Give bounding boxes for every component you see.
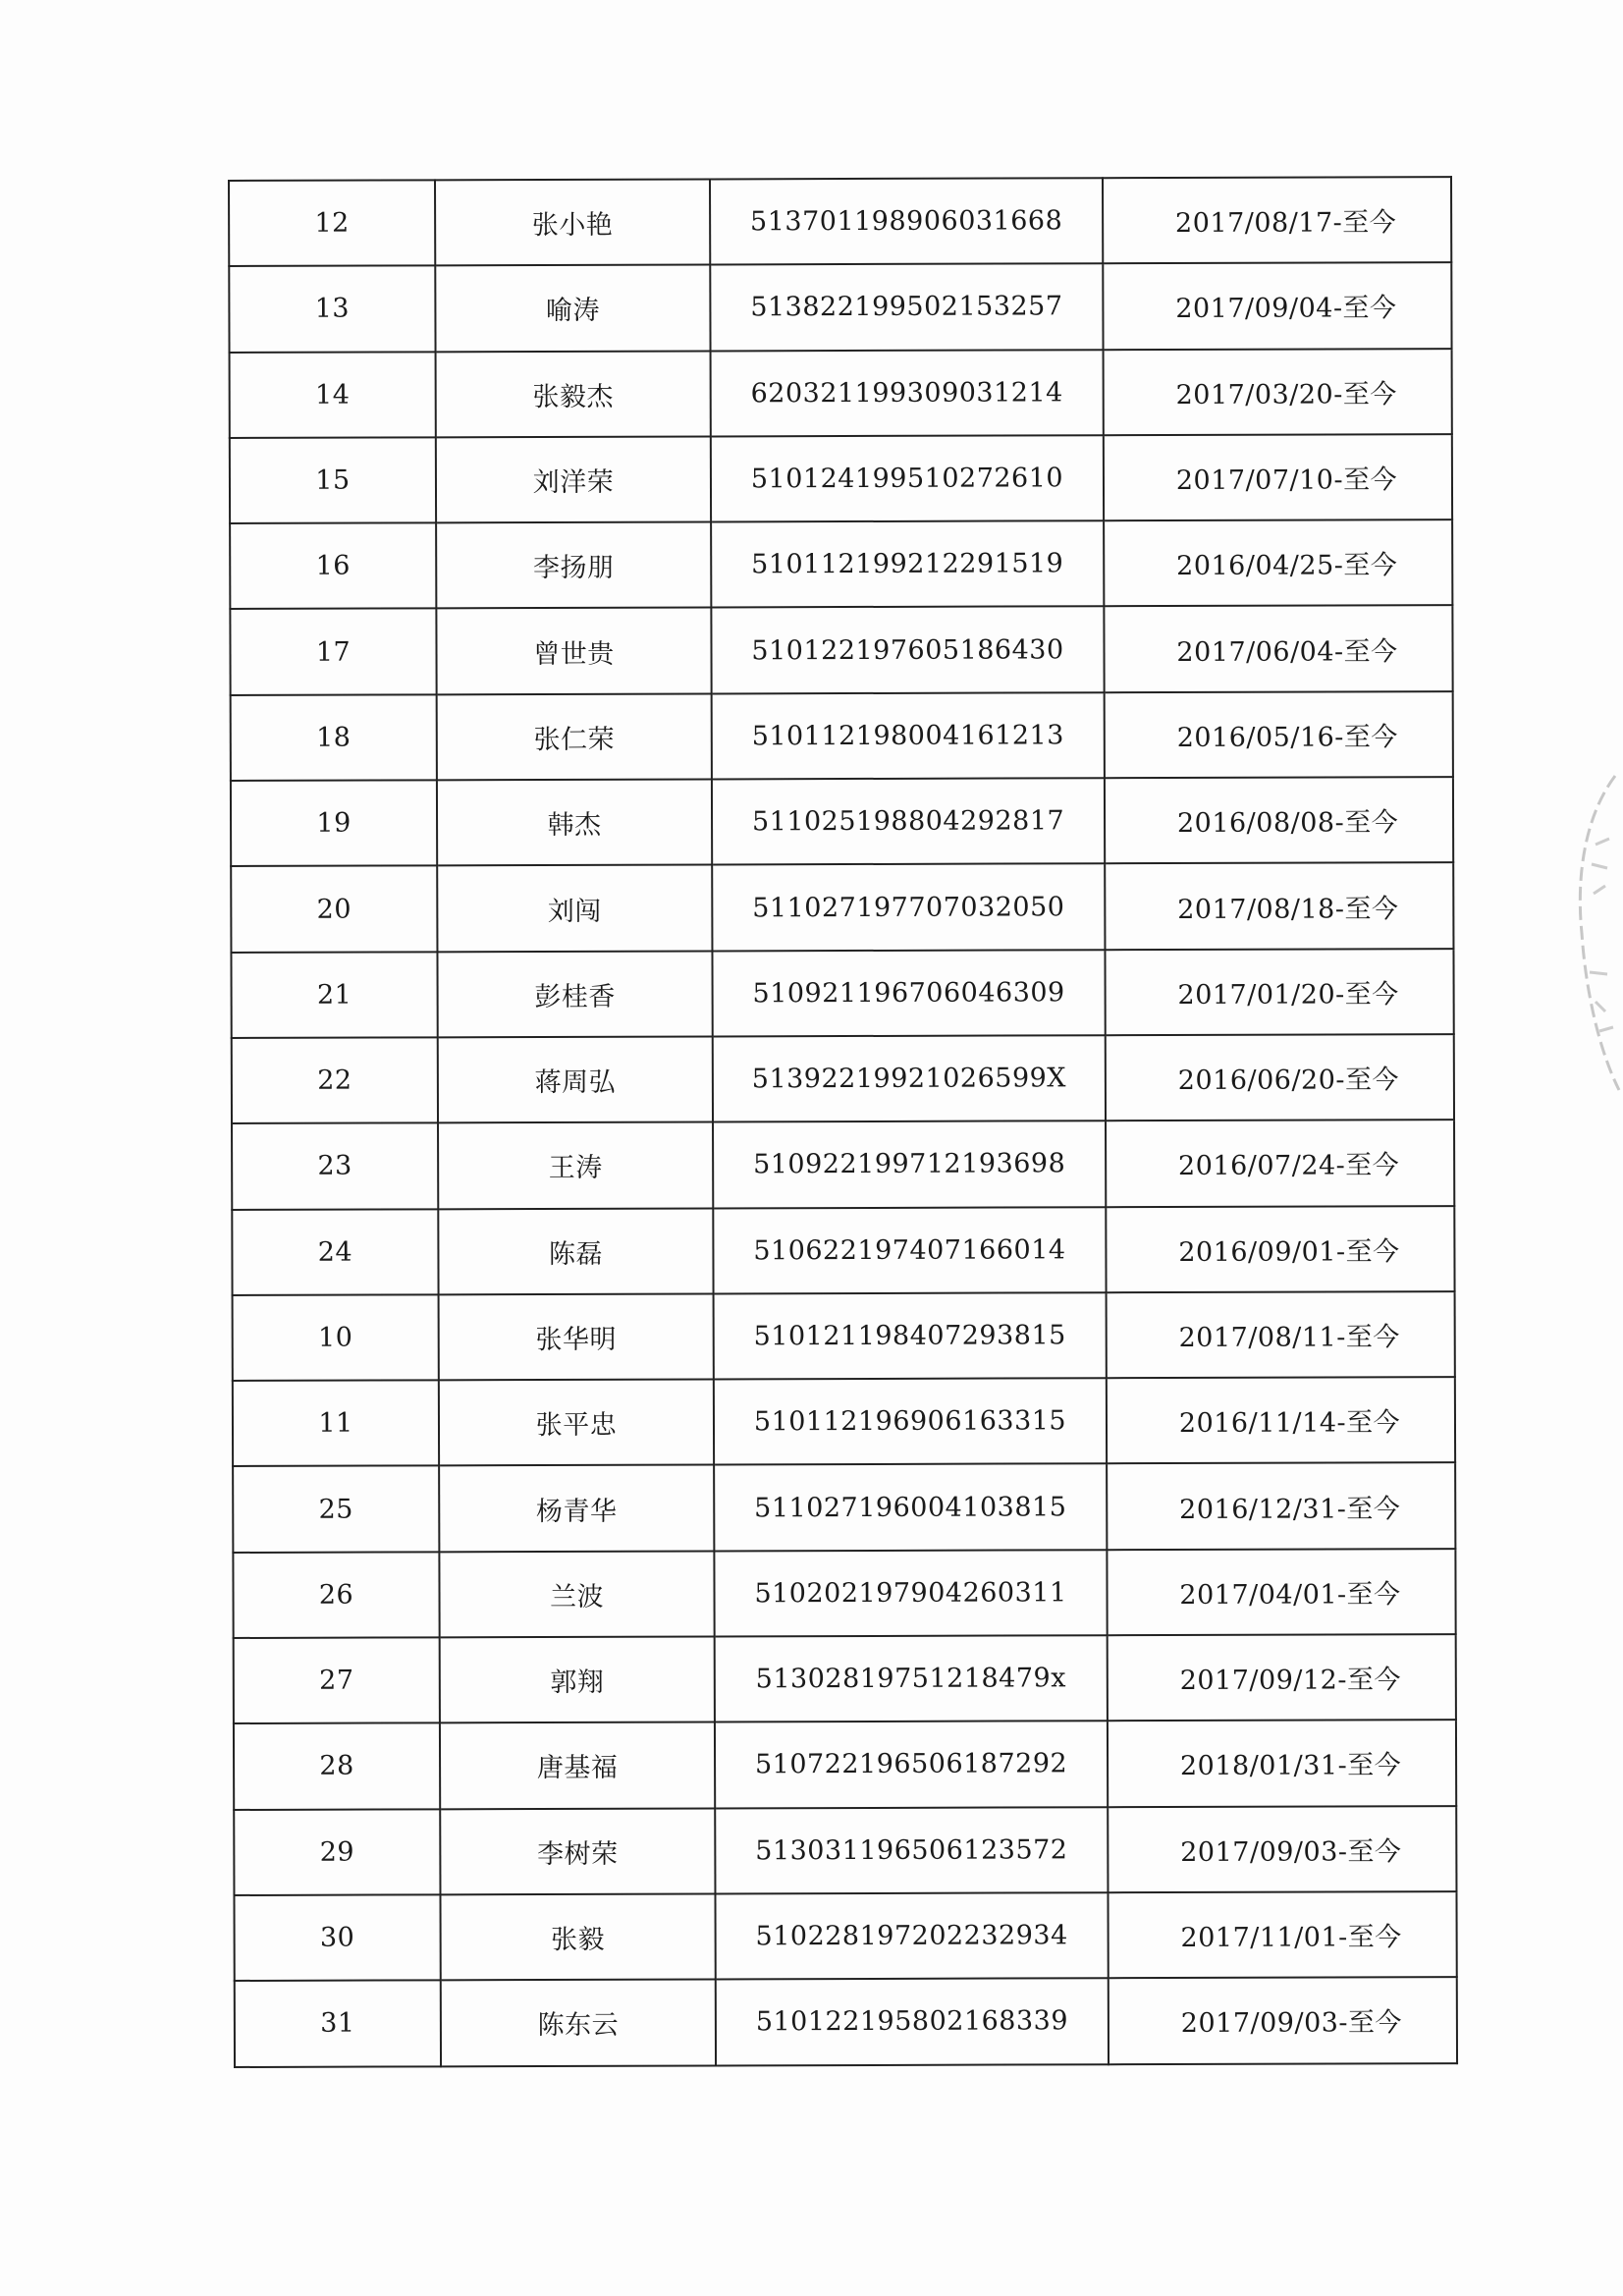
table-row xyxy=(234,1720,1456,1809)
table-row xyxy=(231,949,1453,1038)
table-row xyxy=(233,1377,1455,1466)
table-row xyxy=(232,1206,1454,1295)
table-row xyxy=(230,434,1452,523)
id-number: 510922199712193698 xyxy=(713,1121,1106,1208)
row-number: 21 xyxy=(231,952,437,1038)
person-name: 张毅 xyxy=(440,1893,715,1980)
partial-seal-stamp xyxy=(1556,756,1623,1110)
employment-period xyxy=(1105,691,1453,778)
person-name: 杨青华 xyxy=(439,1465,714,1552)
employment-period-text: 2016/09/01-至今 xyxy=(1178,1235,1400,1268)
table-row xyxy=(234,1891,1456,1981)
id-number: 510112199212291519 xyxy=(711,520,1104,608)
row-number: 22 xyxy=(232,1037,438,1123)
employment-period-text: 2017/09/03-至今 xyxy=(1180,1836,1402,1868)
employment-period xyxy=(1108,1891,1456,1978)
id-number: 510122197605186430 xyxy=(711,607,1104,694)
employment-period-text: 2017/06/04-至今 xyxy=(1176,635,1398,668)
row-number: 14 xyxy=(230,352,436,438)
employment-period-text: 2016/07/24-至今 xyxy=(1177,1150,1400,1182)
id-number: 513031196506123572 xyxy=(715,1807,1108,1894)
employment-period-text: 2016/11/14-至今 xyxy=(1178,1407,1401,1440)
employment-period-text: 2017/08/11-至今 xyxy=(1178,1322,1400,1353)
person-name: 张毅杰 xyxy=(436,351,711,437)
employment-period-text: 2016/04/25-至今 xyxy=(1176,550,1398,582)
table-row xyxy=(230,606,1452,695)
row-number: 24 xyxy=(232,1209,438,1295)
id-number: 510122195802168339 xyxy=(716,1978,1109,2065)
person-name: 蒋周弘 xyxy=(438,1036,713,1122)
id-number: 513822199502153257 xyxy=(710,263,1103,351)
employment-period xyxy=(1104,606,1452,692)
row-number: 28 xyxy=(234,1723,440,1810)
employment-period-text: 2017/09/03-至今 xyxy=(1180,2007,1403,2040)
employment-period xyxy=(1103,262,1451,349)
id-number: 510121198407293815 xyxy=(714,1292,1107,1380)
table-row xyxy=(233,1463,1455,1553)
employment-period xyxy=(1107,1549,1455,1635)
employment-period-text: 2017/07/10-至今 xyxy=(1175,465,1398,496)
table-row xyxy=(232,1034,1454,1123)
employment-period-text: 2017/08/18-至今 xyxy=(1177,893,1399,925)
employment-period xyxy=(1107,1291,1455,1378)
person-name: 李树荣 xyxy=(440,1808,715,1894)
table-row xyxy=(234,1634,1456,1723)
roster-table-container xyxy=(228,176,1456,2067)
employment-period xyxy=(1107,1463,1455,1550)
table-row xyxy=(230,349,1452,438)
person-name: 张小艳 xyxy=(435,179,710,265)
row-number: 11 xyxy=(233,1380,439,1466)
employment-period xyxy=(1108,1806,1456,1892)
employment-period-text: 2017/08/17-至今 xyxy=(1174,207,1397,240)
row-number: 13 xyxy=(229,266,435,353)
id-number: 510202197904260311 xyxy=(714,1550,1107,1637)
row-number: 16 xyxy=(230,523,436,610)
employment-period xyxy=(1105,862,1453,949)
person-name: 刘洋荣 xyxy=(436,436,711,522)
person-name: 喻涛 xyxy=(435,265,710,352)
employment-period xyxy=(1105,949,1453,1035)
id-number: 510722196506187292 xyxy=(715,1722,1108,1809)
employment-period xyxy=(1106,1034,1454,1121)
person-name: 兰波 xyxy=(439,1551,714,1637)
person-name: 陈磊 xyxy=(438,1208,713,1294)
employment-period xyxy=(1107,1377,1455,1463)
employment-period-text: 2016/06/20-至今 xyxy=(1177,1065,1400,1097)
employment-period-text: 2016/05/16-至今 xyxy=(1176,722,1398,753)
person-name: 韩杰 xyxy=(437,780,712,866)
employment-period-text: 2017/09/12-至今 xyxy=(1179,1665,1401,1697)
employment-period-text: 2016/12/31-至今 xyxy=(1179,1493,1401,1525)
employment-period xyxy=(1104,519,1452,606)
employment-period xyxy=(1108,1634,1456,1721)
seal-fragment-graphic xyxy=(1556,756,1623,1110)
employment-period xyxy=(1105,777,1453,863)
person-name: 唐基福 xyxy=(440,1722,715,1809)
row-number: 29 xyxy=(234,1809,440,1895)
id-number: 513701198906031668 xyxy=(710,178,1103,265)
employment-period xyxy=(1108,1720,1456,1806)
row-number: 12 xyxy=(229,180,435,266)
id-number: 511027196004103815 xyxy=(714,1464,1107,1552)
employment-period xyxy=(1106,1120,1454,1206)
roster-table xyxy=(228,176,1458,2067)
person-name: 张仁荣 xyxy=(437,693,712,780)
row-number: 27 xyxy=(234,1637,440,1723)
employment-period xyxy=(1103,177,1451,263)
person-name: 张平忠 xyxy=(439,1380,714,1466)
person-name: 刘闯 xyxy=(437,865,712,952)
employment-period xyxy=(1109,1977,1457,2063)
employment-period xyxy=(1106,1206,1454,1292)
employment-period xyxy=(1104,349,1452,435)
employment-period-text: 2018/01/31-至今 xyxy=(1179,1750,1402,1782)
table-row xyxy=(231,862,1453,952)
id-number: 510622197407166014 xyxy=(713,1207,1106,1294)
row-number: 26 xyxy=(233,1552,439,1638)
id-number: 51392219921026599X xyxy=(713,1035,1106,1122)
table-row xyxy=(235,1977,1457,2066)
employment-period-text: 2017/01/20-至今 xyxy=(1177,979,1399,1011)
person-name: 张华明 xyxy=(439,1293,714,1380)
id-number: 51302819751218479x xyxy=(715,1635,1108,1722)
employment-period-text: 2017/04/01-至今 xyxy=(1179,1579,1401,1611)
id-number: 510921196706046309 xyxy=(712,950,1105,1037)
table-row xyxy=(233,1291,1455,1381)
id-number: 510228197202232934 xyxy=(715,1892,1108,1980)
employment-period-text: 2017/11/01-至今 xyxy=(1180,1922,1402,1954)
table-row xyxy=(229,177,1451,266)
table-row xyxy=(231,691,1453,781)
row-number: 18 xyxy=(231,694,437,781)
row-number: 19 xyxy=(231,780,437,866)
table-row xyxy=(230,519,1452,609)
table-row xyxy=(229,262,1451,352)
person-name: 郭翔 xyxy=(440,1636,715,1722)
row-number: 15 xyxy=(230,437,436,523)
id-number: 510124199510272610 xyxy=(711,435,1104,522)
person-name: 曾世贵 xyxy=(436,608,711,694)
id-number: 511025198804292817 xyxy=(712,778,1105,865)
row-number: 17 xyxy=(230,609,436,695)
id-number: 510112198004161213 xyxy=(712,692,1105,780)
person-name: 彭桂香 xyxy=(437,951,712,1037)
table-row xyxy=(232,1120,1454,1209)
row-number: 30 xyxy=(234,1894,440,1981)
row-number: 23 xyxy=(232,1123,438,1210)
id-number: 620321199309031214 xyxy=(711,350,1104,437)
table-row xyxy=(231,777,1453,866)
row-number: 31 xyxy=(235,1981,441,2067)
employment-period-text: 2017/09/04-至今 xyxy=(1175,293,1397,325)
id-number: 511027197707032050 xyxy=(712,864,1105,952)
person-name: 李扬朋 xyxy=(436,522,711,609)
employment-period-text: 2017/03/20-至今 xyxy=(1175,378,1397,410)
roster-table-body xyxy=(229,177,1457,2066)
id-number: 510112196906163315 xyxy=(714,1378,1107,1465)
employment-period xyxy=(1104,434,1452,520)
row-number: 10 xyxy=(233,1294,439,1381)
table-row xyxy=(234,1806,1456,1895)
employment-period-text: 2016/08/08-至今 xyxy=(1176,807,1399,840)
row-number: 25 xyxy=(233,1466,439,1553)
person-name: 王涛 xyxy=(438,1122,713,1209)
row-number: 20 xyxy=(231,866,437,953)
person-name: 陈东云 xyxy=(441,1980,716,2066)
table-row xyxy=(233,1549,1455,1638)
